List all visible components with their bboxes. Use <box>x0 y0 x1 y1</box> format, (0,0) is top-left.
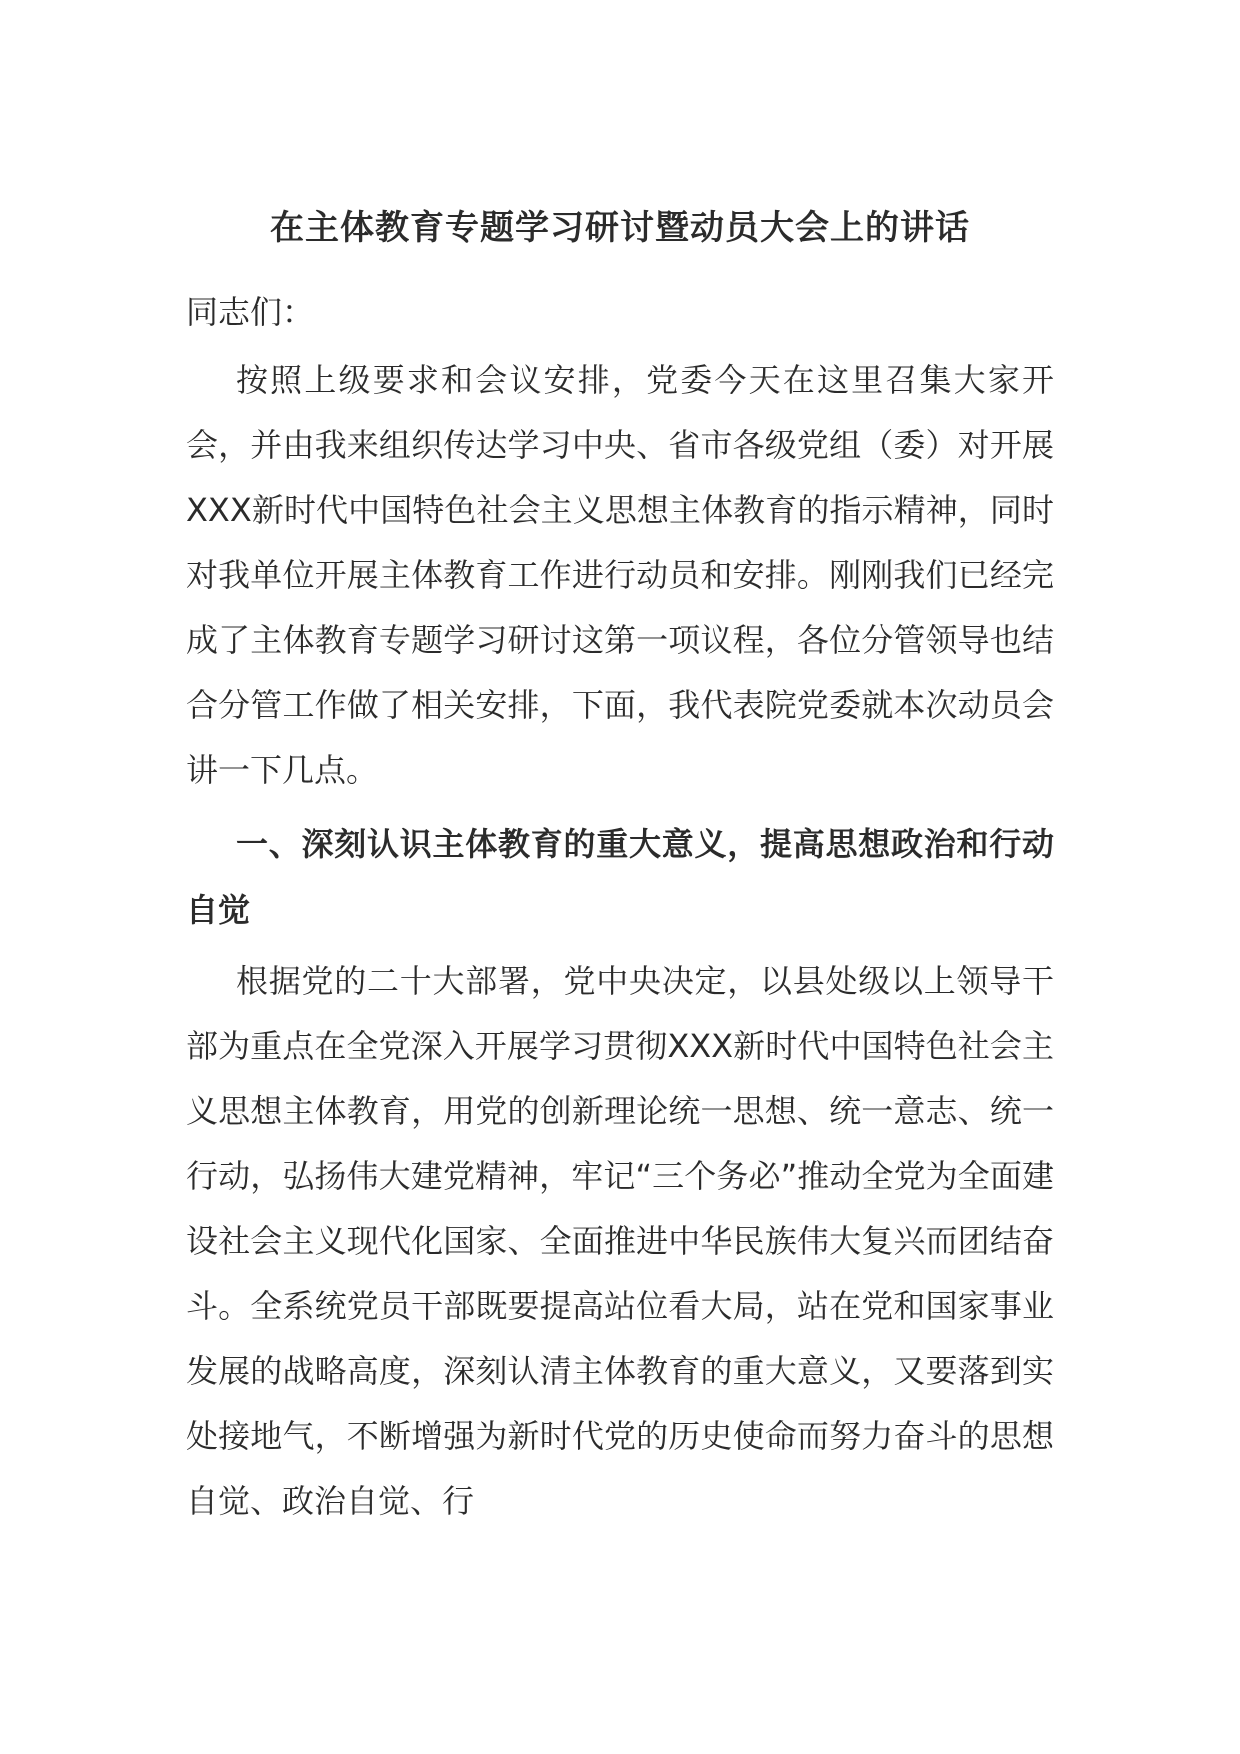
document-title: 在主体教育专题学习研讨暨动员大会上的讲话 <box>270 208 970 248</box>
document-body <box>186 196 1054 1542</box>
section-paragraph: 根据党的二十大部署，党中央决定，以县处级以上领导干部为重点在全党深入开展学习贯彻XXX新时代中国特色社会主义思想主体教育，用党的创新理论统一思想、统一意志、统一行动，弘扬伟大建党精神，牢记“三个务必”推动全党为全面建设社会主义现代化国家、全面推进中华民族伟大复兴而团结奋斗。全系统党员干部既要提高站位看大局，站在党和国家事业发展的战略高度，深刻认清主体教育的重大意义，又要落到实处接地气，不断增强为新时代党的历史使命而努力奋斗的思想自觉、政治自觉、行 <box>186 962 1054 1520</box>
intro-paragraph: 按照上级要求和会议安排，党委今天在这里召集大家开会，并由我来组织传达学习中央、省市各级党组（委）对开展XXX新时代中国特色社会主义思想主体教育的指示精神，同时对我单位开展主体教育工作进行动员和安排。刚刚我们已经完成了主体教育专题学习研讨这第一项议程，各位分管领导也结合分管工作做了相关安排，下面，我代表院党委就本次动员会讲一下几点。 <box>186 361 1054 789</box>
salutation: 同志们： <box>186 293 315 331</box>
section-heading: 一、深刻认识主体教育的重大意义，提高思想政治和行动自觉 <box>186 825 1054 929</box>
